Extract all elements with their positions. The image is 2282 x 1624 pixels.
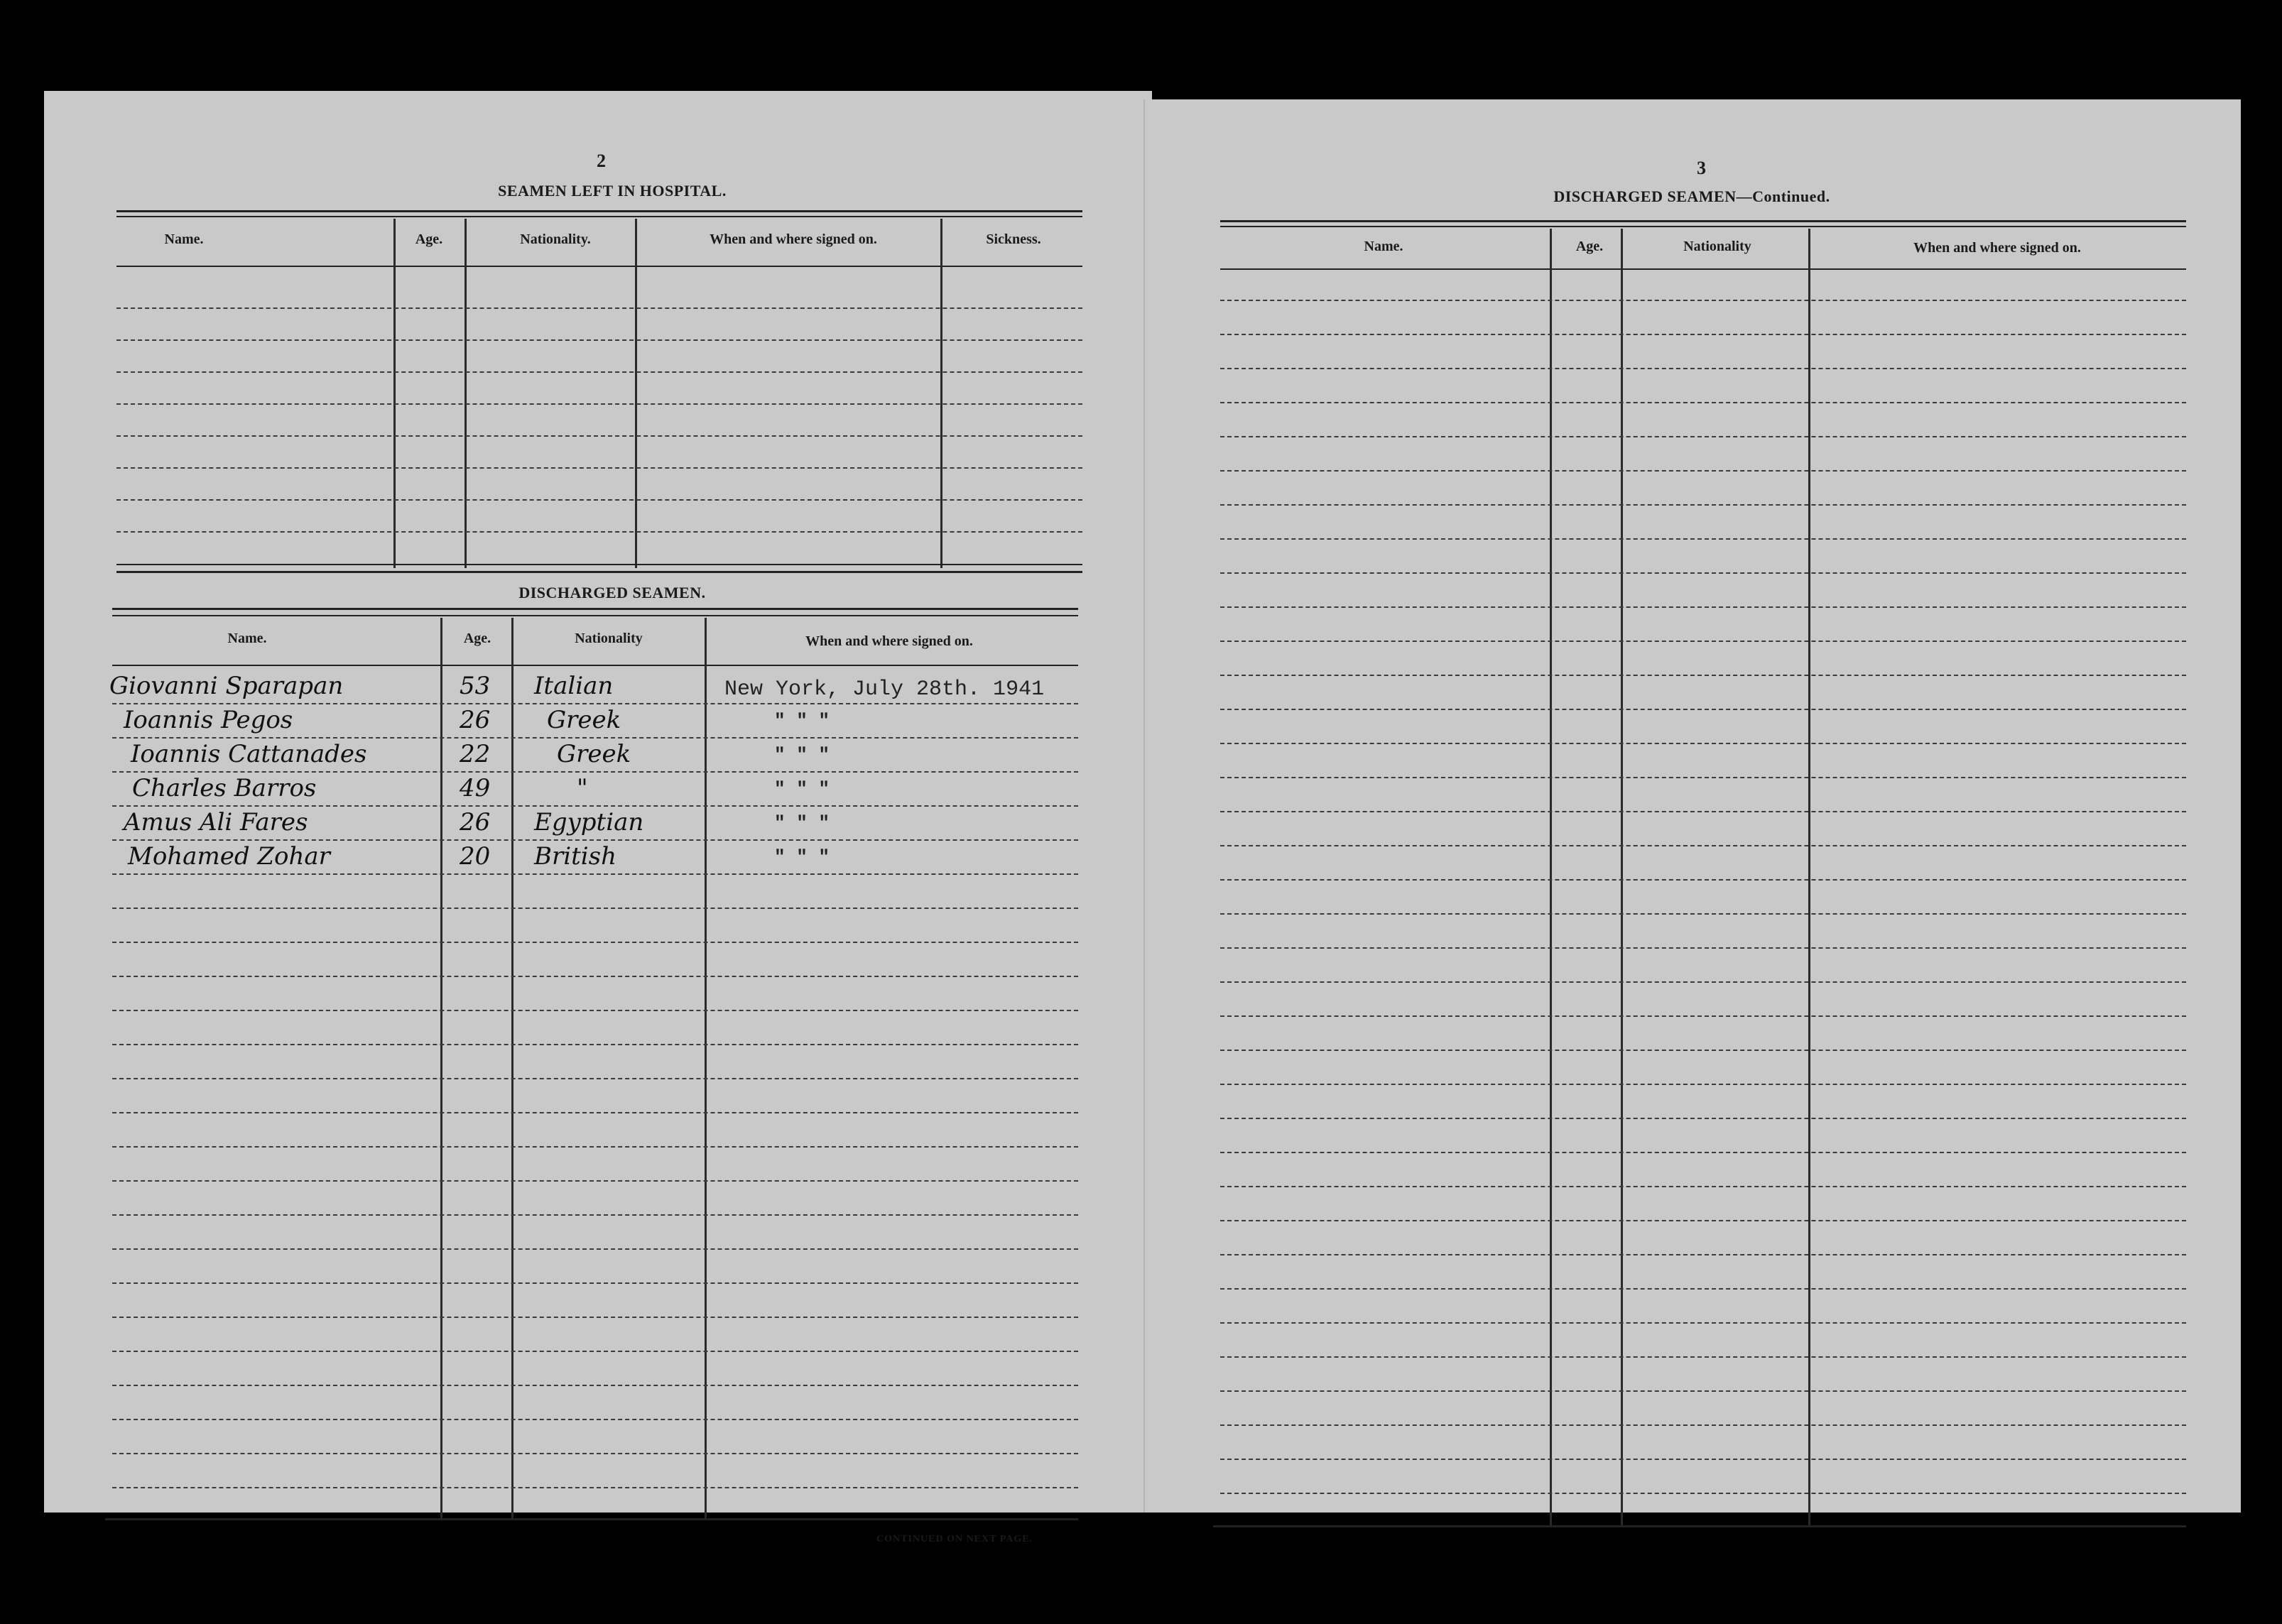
discharged-header-rule (112, 665, 1078, 666)
discharged-top-rule (112, 608, 1078, 610)
seaman-nationality: " (577, 774, 588, 802)
hospital-row-line (116, 435, 1082, 437)
discharged-row-line (112, 737, 1078, 739)
discharged-bottom-rule (105, 1518, 1078, 1520)
seaman-age: 26 (460, 706, 491, 734)
hospital-divider (635, 219, 637, 568)
seaman-signed-on: " " " (774, 846, 830, 868)
continued-row-line (1220, 1084, 2186, 1085)
hospital-row-line (116, 531, 1082, 533)
discharged-row-line (112, 771, 1078, 773)
seaman-age: 49 (460, 774, 491, 802)
continued-row-line (1220, 504, 2186, 506)
continued-row-line (1220, 1118, 2186, 1119)
seaman-nationality: Greek (557, 740, 631, 768)
continued-row-line (1220, 947, 2186, 949)
hospital-header-rule (116, 266, 1082, 267)
continued-row-line (1220, 1424, 2186, 1426)
discharged-divider (511, 618, 514, 1518)
discharged-row-line (112, 976, 1078, 977)
discharged-divider (440, 618, 442, 1518)
discharged-row-line (112, 1010, 1078, 1011)
left-page (44, 91, 1152, 1544)
hospital-top-rule-2 (116, 216, 1082, 217)
continued-row-line (1220, 1152, 2186, 1153)
continued-col-signed-on: When and where signed on. (1913, 240, 2081, 256)
hospital-bottom-rule-2 (116, 571, 1082, 573)
continued-row-line (1220, 606, 2186, 608)
seaman-name: Ioannis Pegos (124, 706, 293, 734)
hospital-col-nationality: Nationality. (520, 231, 591, 247)
discharged-col-nationality: Nationality (575, 631, 643, 646)
discharged-section-title: DISCHARGED SEAMEN. (518, 584, 706, 601)
continued-divider (1808, 229, 1810, 1525)
continued-row-line (1220, 1322, 2186, 1324)
continued-row-line (1220, 538, 2186, 540)
seaman-nationality: Egyptian (534, 808, 644, 836)
continued-col-name: Name. (1364, 239, 1403, 254)
seaman-name: Mohamed Zohar (128, 842, 330, 871)
continued-row-line (1220, 1356, 2186, 1358)
continued-row-line (1220, 1220, 2186, 1221)
discharged-row-line (112, 1112, 1078, 1113)
seaman-name: Charles Barros (132, 774, 317, 802)
discharged-top-rule-2 (112, 615, 1078, 616)
discharged-row-line (112, 1282, 1078, 1284)
seaman-nationality: British (534, 842, 616, 871)
continued-row-line (1220, 1288, 2186, 1290)
discharged-row-line (112, 908, 1078, 909)
discharged-row-line (112, 873, 1078, 875)
discharged-row-line (112, 1419, 1078, 1420)
discharged-row-line (112, 1214, 1078, 1216)
hospital-section-title: SEAMEN LEFT IN HOSPITAL. (498, 182, 727, 200)
discharged-row-line (112, 1248, 1078, 1250)
continued-row-line (1220, 1390, 2186, 1392)
hospital-top-rule (116, 210, 1082, 212)
hospital-col-name: Name. (164, 231, 204, 247)
continued-row-line (1220, 368, 2186, 369)
seaman-signed-on: " " " (774, 710, 830, 731)
discharged-row-line (112, 1044, 1078, 1045)
discharged-row-line (112, 1180, 1078, 1182)
continued-bottom-rule (1213, 1525, 2186, 1527)
continued-row-line (1220, 1050, 2186, 1051)
continued-row-line (1220, 709, 2186, 710)
seaman-signed-on: " " " (774, 778, 830, 800)
hospital-divider (464, 219, 467, 568)
page-number-right: 3 (1697, 158, 1706, 178)
seaman-age: 53 (460, 672, 491, 700)
seaman-signed-on: " " " (774, 744, 830, 765)
continued-row-line (1220, 1254, 2186, 1255)
continued-row-line (1220, 436, 2186, 437)
continued-row-line (1220, 879, 2186, 881)
discharged-row-line (112, 942, 1078, 943)
seaman-name: Amus Ali Fares (124, 808, 308, 836)
continued-row-line (1220, 1015, 2186, 1017)
discharged-row-line (112, 1146, 1078, 1148)
hospital-divider (393, 219, 396, 568)
seaman-name: Ioannis Cattanades (131, 740, 367, 768)
discharged-col-age: Age. (463, 631, 491, 646)
continued-row-line (1220, 913, 2186, 915)
continued-row-line (1220, 845, 2186, 846)
discharged-row-line (112, 1453, 1078, 1454)
continued-divider (1621, 229, 1623, 1525)
hospital-col-signed-on: When and where signed on. (710, 231, 877, 247)
discharged-row-line (112, 1317, 1078, 1318)
discharged-row-line (112, 805, 1078, 807)
seaman-signed-on: New York, July 28th. 1941 (724, 677, 1045, 702)
hospital-bottom-rule (116, 564, 1082, 565)
hospital-divider (940, 219, 942, 568)
hospital-row-line (116, 307, 1082, 309)
continued-row-line (1220, 777, 2186, 778)
discharged-col-name: Name. (227, 631, 267, 646)
continued-row-line (1220, 402, 2186, 403)
discharged-row-line (112, 1078, 1078, 1079)
continued-row-line (1220, 811, 2186, 812)
right-page (1143, 99, 2241, 1513)
discharged-row-line (112, 1385, 1078, 1386)
hospital-row-line (116, 499, 1082, 501)
continued-footer: CONTINUED ON NEXT PAGE. (876, 1534, 1033, 1544)
continued-row-line (1220, 470, 2186, 472)
discharged-row-line (112, 1351, 1078, 1352)
hospital-row-line (116, 467, 1082, 469)
hospital-col-sickness: Sickness. (986, 231, 1041, 247)
hospital-col-age: Age. (415, 231, 443, 247)
continued-row-line (1220, 1459, 2186, 1460)
continued-top-rule (1220, 220, 2186, 222)
hospital-row-line (116, 339, 1082, 341)
continued-divider (1550, 229, 1552, 1525)
continued-row-line (1220, 641, 2186, 642)
seaman-nationality: Italian (534, 672, 614, 700)
continued-col-age: Age. (1575, 239, 1604, 254)
continued-row-line (1220, 334, 2186, 335)
continued-top-rule-2 (1220, 226, 2186, 227)
continued-header-rule (1220, 268, 2186, 270)
seaman-name: Giovanni Sparapan (109, 672, 344, 700)
discharged-divider (705, 618, 707, 1518)
continued-row-line (1220, 1186, 2186, 1187)
continued-row-line (1220, 300, 2186, 301)
seaman-age: 22 (460, 740, 491, 768)
hospital-row-line (116, 371, 1082, 373)
discharged-col-signed-on: When and where signed on. (805, 633, 973, 649)
continued-row-line (1220, 572, 2186, 574)
discharged-row-line (112, 1487, 1078, 1488)
hospital-row-line (116, 403, 1082, 405)
continued-row-line (1220, 675, 2186, 676)
seaman-age: 26 (460, 808, 491, 836)
continued-row-line (1220, 1493, 2186, 1494)
continued-row-line (1220, 743, 2186, 744)
seaman-signed-on: " " " (774, 812, 830, 834)
seaman-age: 20 (460, 842, 491, 871)
discharged-row-line (112, 839, 1078, 841)
discharged-continued-title: DISCHARGED SEAMEN—Continued. (1553, 187, 1830, 205)
continued-col-nationality: Nationality (1683, 239, 1751, 254)
continued-row-line (1220, 981, 2186, 983)
seaman-nationality: Greek (547, 706, 621, 734)
discharged-row-line (112, 703, 1078, 704)
page-number-left: 2 (597, 151, 606, 171)
